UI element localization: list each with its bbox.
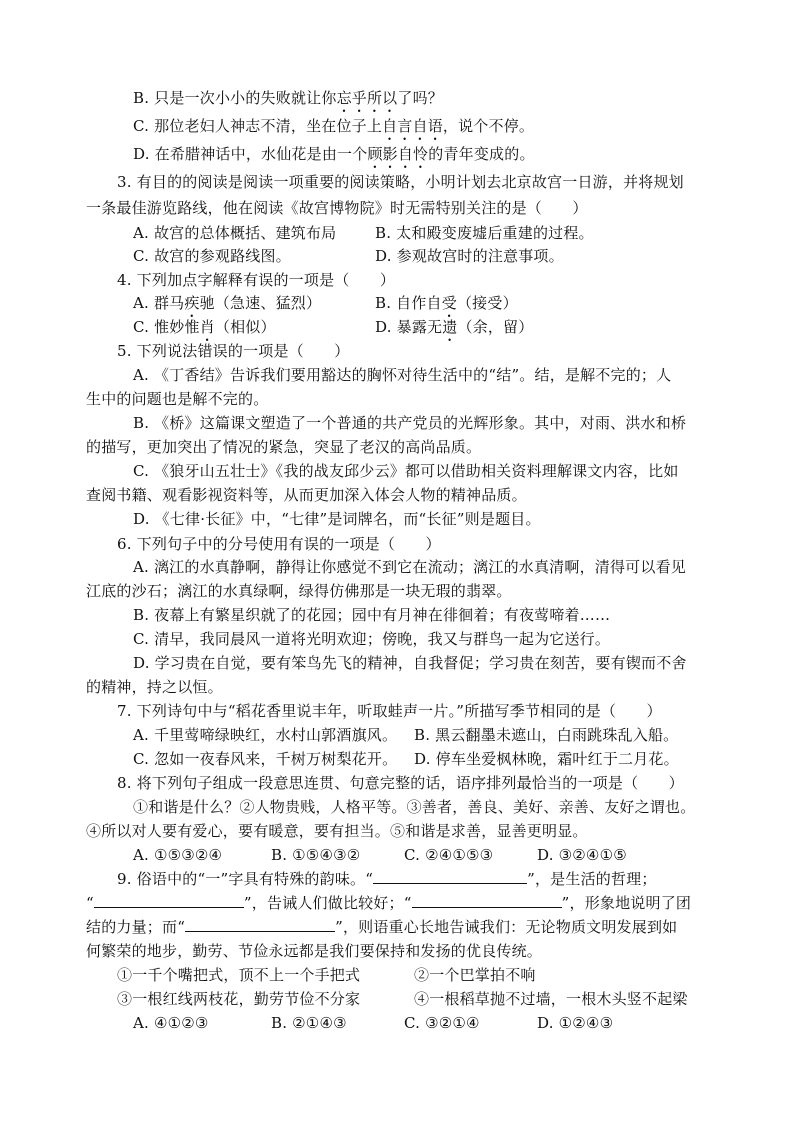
- q2-option-b: B. 只是一次小小的失败就让你忘乎所以了吗？: [133, 89, 443, 107]
- q8-body-line2: ④所以对人要有爱心，要有暖意，要有担当。⑤和谐是求善，显善更明显。: [86, 822, 588, 840]
- q9-stem-line2: “ ”，告诫人们做比较好；“ ”，形象地说明了团: [86, 894, 692, 912]
- dotted-char: 受: [441, 294, 457, 312]
- q4-option-d: D. 暴露无遗（余，留）: [375, 318, 534, 336]
- q8-option-b: B. ①⑤④③②: [271, 846, 361, 864]
- q9-item-3: ③一根红线两枝花，勤劳节俭不分家: [117, 990, 361, 1008]
- q8-option-a: A. ①⑤③②④: [133, 846, 223, 864]
- q7-option-a: A. 千里莺啼绿映红，水村山郭酒旗风。: [133, 726, 398, 744]
- q5-option-c-line2: 查阅书籍、观看影视资料等，从而更加深入体会人物的精神品质。: [86, 486, 527, 504]
- q8-stem: 8. 将下列句子组成一段意思连贯、句意完整的话，语序排列最恰当的一项是（ ）: [117, 774, 684, 792]
- q5-option-b-line2: 的描写，更加突出了情况的紧急，突显了老汉的高尚品质。: [86, 438, 482, 456]
- dotted-word: 自言自语: [382, 117, 443, 135]
- q9-option-a: A. ④①②③: [133, 1014, 209, 1032]
- answer-blank-2[interactable]: [94, 893, 244, 908]
- q8-body-line1: ①和谐是什么？②人物贵贱，人格平等。③善者，善良、美好、亲善、友好之谓也。: [133, 798, 696, 816]
- q2-option-d: D. 在希腊神话中，水仙花是由一个顾影自怜的青年变成的。: [133, 145, 535, 163]
- q9-option-c: C. ③②①④: [404, 1014, 480, 1032]
- q9-item-4: ④一根稻草抛不过墙，一根木头竖不起梁: [414, 990, 688, 1008]
- q9-stem-line3: 结的力量；而“ ”，则语重心长地告诫我们：无论物质文明发展到如: [86, 918, 678, 936]
- q7-stem: 7. 下列诗句中与“稻花香里说丰年，听取蛙声一片。”所描写季节相同的是（ ）: [117, 702, 662, 720]
- answer-blank-4[interactable]: [185, 917, 335, 932]
- dotted-word: 顾影自怜: [367, 145, 429, 163]
- q8-option-c: C. ②④①⑤③: [404, 846, 494, 864]
- answer-blank-1[interactable]: [373, 869, 527, 884]
- q3-option-c: C. 故宫的参观路线图。: [133, 247, 291, 265]
- q3-option-d: D. 参观故宫时的注意事项。: [375, 247, 564, 265]
- dotted-char: 疾: [184, 294, 200, 312]
- q3-option-b: B. 太和殿变废墟后重建的过程。: [375, 224, 594, 242]
- q5-option-a-line1: A. 《丁香结》告诉我们要用豁达的胸怀对待生活中的“结”。结，是解不完的；人: [133, 366, 672, 384]
- dotted-char: 遗: [442, 318, 458, 336]
- q8-option-d: D. ③②④①⑤: [537, 846, 627, 864]
- q6-option-a-line1: A. 漓江的水真静啊，静得让你感觉不到它在流动；漓江的水真清啊，清得可以看见: [133, 558, 686, 576]
- q7-option-b: B. 黑云翻墨未遮山，白雨跳珠乱入船。: [414, 726, 679, 744]
- q3-option-a: A. 故宫的总体概括、建筑布局: [133, 224, 337, 242]
- q6-option-d-line1: D. 学习贵在自觉，要有笨鸟先飞的精神，自我督促；学习贵在刻苦，要有锲而不舍: [133, 654, 687, 672]
- q3-stem-line2: 一条最佳游览路线，他在阅读《故宫博物院》时无需特别关注的是（ ）: [86, 199, 588, 217]
- q9-option-b: B. ②①④③: [271, 1014, 347, 1032]
- q5-option-c-line1: C. 《狼牙山五壮士》《我的战友邱少云》都可以借助相关资料理解课文内容，比如: [133, 462, 679, 480]
- q4-stem: 4. 下列加点字解释有误的一项是（ ）: [117, 271, 396, 289]
- q4-option-c: C. 惟妙惟肖（相似）: [133, 318, 276, 336]
- q6-option-a-line2: 江底的沙石；漓江的水真绿啊，绿得仿佛那是一块无瑕的翡翠。: [86, 582, 512, 600]
- q5-option-a-line2: 生中的问题也是解不完的。: [86, 390, 269, 408]
- q3-stem-line1: 3. 有目的的阅读是阅读一项重要的阅读策略，小明计划去北京故宫一日游，并将规划: [117, 173, 684, 191]
- dotted-char: 肖: [199, 318, 215, 336]
- q9-stem-line4: 何繁荣的地步，勤劳、节俭永远都是我们要保持和发扬的优良传统。: [86, 942, 543, 960]
- answer-blank-3[interactable]: [412, 893, 562, 908]
- q6-option-d-line2: 的精神，持之以恒。: [86, 678, 223, 696]
- q6-option-c: C. 清早，我同晨风一道将光明欢迎；傍晚，我又与群鸟一起为它送行。: [133, 630, 611, 648]
- q9-item-1: ①一千个嘴把式，顶不上一个手把式: [117, 966, 361, 984]
- dotted-word: 忘乎所以: [336, 89, 398, 107]
- q5-option-b-line1: B. 《桥》这篇课文塑造了一个普通的共产党员的光辉形象。其中，对雨、洪水和桥: [133, 414, 687, 432]
- q5-stem: 5. 下列说法错误的一项是（ ）: [117, 342, 350, 360]
- q2-option-c: C. 那位老妇人神志不清，坐在位子上自言自语，说个不停。: [133, 117, 535, 135]
- q7-option-c: C. 忽如一夜春风来，千树万树梨花开。: [133, 750, 398, 768]
- q6-stem: 6. 下列句子中的分号使用有误的一项是（ ）: [117, 535, 441, 553]
- q6-option-b: B. 夜幕上有繁星织就了的花园；园中有月神在徘徊着；有夜莺啼着……: [133, 606, 611, 624]
- q7-option-d: D. 停车坐爱枫林晚，霜叶红于二月花。: [414, 750, 679, 768]
- q4-option-a: A. 群马疾驰（急速、猛烈）: [133, 294, 322, 312]
- q5-option-d: D. 《七律·长征》中，“七律”是词牌名，而“长征”则是题目。: [133, 510, 541, 528]
- q9-stem-line1: 9. 俗语中的“一”字具有特殊的韵味。“ ”，是生活的哲理；: [117, 870, 657, 888]
- q4-option-b: B. 自作自受（接受）: [375, 294, 518, 312]
- q9-option-d: D. ①②④③: [537, 1014, 614, 1032]
- q9-item-2: ②一个巴掌拍不响: [414, 966, 536, 984]
